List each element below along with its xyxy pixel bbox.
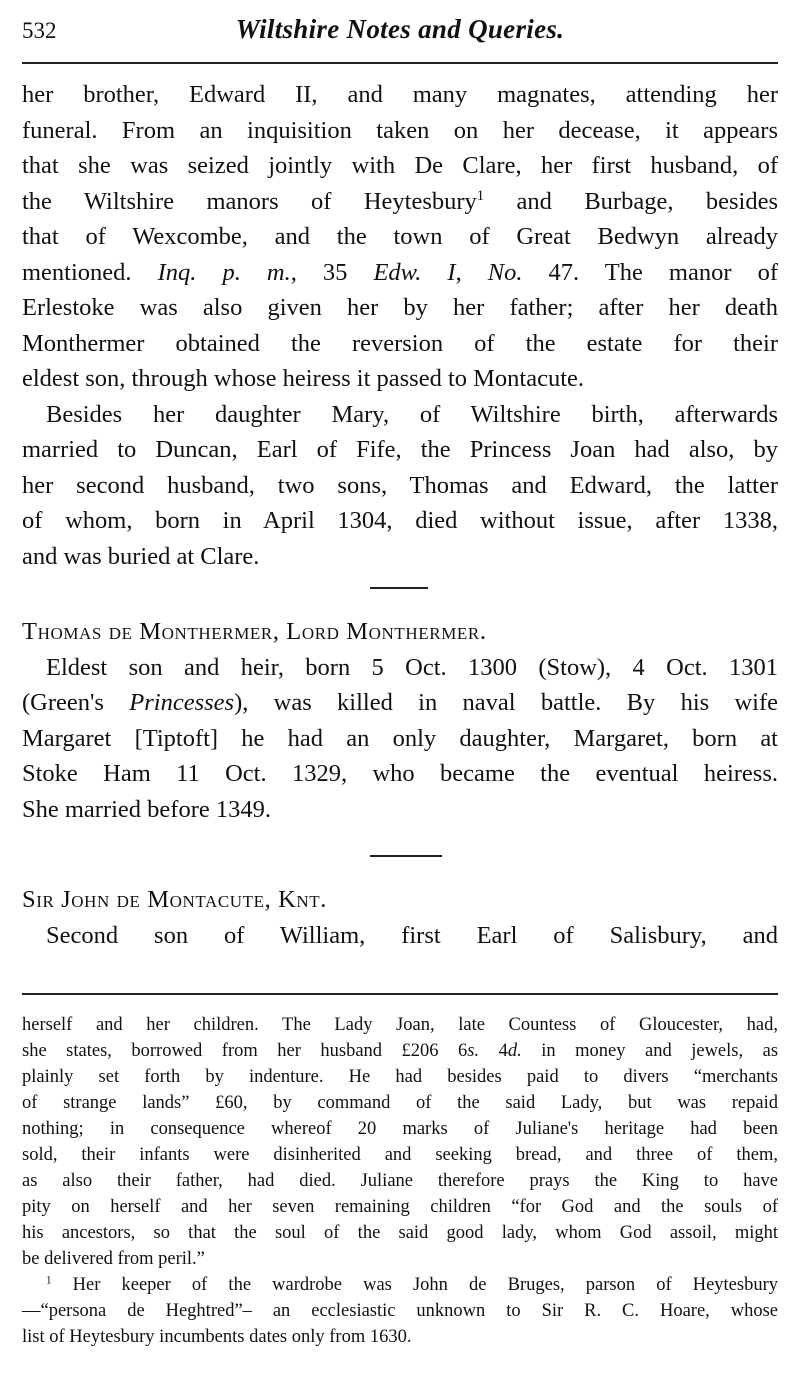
text-segment: plainly set forth by indenture. He had besides paid to divers “merchants [22,1067,778,1087]
text-line [22,918,778,954]
text-segment: of strange lands” £60, by command of the said Lady, but was repaid [22,1093,778,1113]
text-line [22,1324,778,1350]
text-segment: his ancestors, so that the soul of the said good lady, whom God assoil, might [22,1223,778,1243]
text-segment: that of Wexcombe, and the town of Great Bedwyn already [22,223,778,250]
text-segment: Margaret [Tiptoft] he had an only daughter, Margaret, born at [22,724,778,752]
text-segment: Erlestoke was also given her by her father; after her death [22,294,778,321]
text-line [22,148,778,184]
text-segment: Besides her daughter Mary, of Wiltshire birth, afterwards [46,400,778,428]
text-line [22,1012,778,1038]
italic-text: s. [467,1041,480,1061]
text-line [22,1194,778,1220]
text-segment: her brother, Edward II, and many magnates, attending her [22,81,778,108]
text-line [22,1168,778,1194]
text-segment: and was buried at Clare. [22,542,260,570]
text-segment: Second son of William, first Earl of Salisbury, and [46,921,778,949]
text-segment: Sir John de Montacute, Knt. [22,886,327,913]
text-segment: ), was killed in naval battle. By his wife [234,689,778,716]
text-segment: , 35 [290,258,374,286]
text-segment: of whom, born in April 1304, died without issue, after 1338, [22,507,778,534]
text-segment: sold, their infants were disinherited and seeking bread, and three of them, [22,1145,778,1165]
text-line [22,1272,778,1298]
text-line [22,77,778,113]
italic-text: d. [507,1041,522,1061]
text-segment: mentioned. [22,258,158,286]
text-line [22,1298,778,1324]
text-line [22,792,778,828]
text-segment: nothing; in consequence whereof 20 marks of Juliane's heritage had been [22,1119,778,1139]
text-line [22,468,778,504]
footnote-marker: 1 [46,1274,52,1287]
text-line [22,361,778,397]
text-segment: Thomas de Monthermer, Lord Monthermer. [22,618,487,645]
text-segment: 47. The manor of [522,258,778,286]
text-segment: that she was seized jointly with De Clare, her first husband, of [22,152,778,179]
text-segment: herself and her children. The Lady Joan, late Countess of Gloucester, had, [22,1015,778,1035]
text-segment: as also their father, had died. Juliane therefore prays the King to have [22,1171,778,1191]
text-line [22,113,778,149]
italic-text: Inq. p. m. [157,258,291,286]
running-header [22,14,778,48]
footnote-rule [22,993,778,995]
section-heading [22,882,778,918]
text-line [22,756,778,792]
body-text-section-thomas [22,614,778,827]
header-rule [22,62,778,64]
text-line [22,1090,778,1116]
text-segment: she states, borrowed from her husband £206 6 [22,1041,468,1061]
text-segment: and Burbage, besides [484,187,778,215]
text-line [22,1246,778,1272]
text-segment: married to Duncan, Earl of Fife, the Princess Joan had also, by [22,436,778,463]
text-segment: Monthermer obtained the reversion of the estate for their [22,329,778,357]
text-segment: list of Heytesbury incumbents dates only from 1630. [22,1327,412,1347]
text-line [22,1220,778,1246]
italic-text: No. [487,258,523,286]
text-segment: be delivered from peril.” [22,1249,205,1269]
text-segment: Her keeper of the wardrobe was John de Bruges, parson of Heytesbury [51,1275,778,1295]
section-divider [370,587,428,589]
text-segment: eldest son, through whose heiress it passed to Montacute. [22,365,585,392]
text-line [22,290,778,326]
text-line [22,397,778,433]
italic-text: Edw. I [373,258,456,286]
text-line [22,503,778,539]
text-line [22,685,778,721]
text-segment: Eldest son and heir, born 5 Oct. 1300 (Stow), 4 Oct. 1301 [46,653,778,681]
text-segment: the Wiltshire manors of Heytesbury [22,187,477,215]
text-segment: Stoke Ham 11 Oct. 1329, who became the eventual heiress. [22,760,778,787]
text-segment: —“persona de Heghtred”– an ecclesiastic unknown to Sir R. C. Hoare, whose [22,1301,778,1321]
text-segment: (Green's [22,689,130,716]
body-text-section-1 [22,77,778,574]
footnotes [22,1012,778,1350]
text-line [22,1064,778,1090]
text-line [22,255,778,291]
text-segment: in money and jewels, as [521,1041,779,1061]
text-line [22,219,778,255]
text-segment: pity on herself and her seven remaining children “for God and the souls of [22,1197,778,1217]
italic-text: Princesses [129,689,235,716]
running-title: Wiltshire Notes and Queries. [235,14,565,44]
text-line [22,650,778,686]
text-line [22,1142,778,1168]
footnote-marker: 1 [476,187,485,204]
text-line [22,1038,778,1064]
body-text-section-john [22,882,778,953]
text-segment: 4 [479,1041,508,1061]
page-number: 532 [22,18,57,43]
section-divider [370,855,442,857]
text-segment: , [455,258,488,286]
text-line [22,432,778,468]
text-line [22,721,778,757]
text-line [22,1116,778,1142]
section-heading [22,614,778,650]
text-line [22,539,778,575]
text-line [22,184,778,220]
text-segment: her second husband, two sons, Thomas and Edward, the latter [22,471,778,499]
text-line [22,326,778,362]
text-segment: She married before 1349. [22,795,271,823]
text-segment: funeral. From an inquisition taken on her decease, it appears [22,116,778,144]
